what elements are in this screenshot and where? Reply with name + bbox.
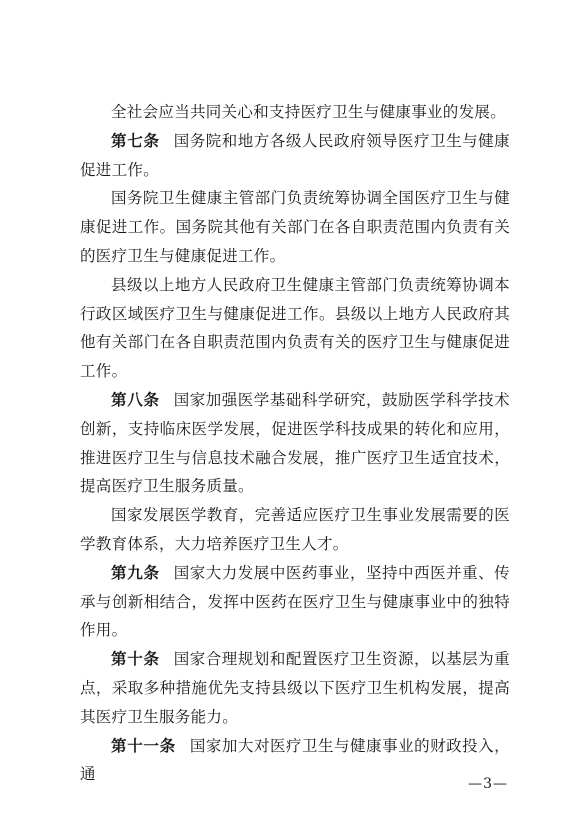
- paragraph-5: [80, 386, 510, 501]
- article-heading: 第十条: [111, 650, 160, 669]
- paragraph-8: [80, 645, 510, 731]
- paragraph-3: [80, 184, 510, 270]
- paragraph-6: [80, 501, 510, 559]
- paragraph-text: 国家加大对医疗卫生与健康事业的财政投入，通: [80, 736, 510, 784]
- paragraph-text: 国务院卫生健康主管部门负责统筹协调全国医疗卫生与健康促进工作。国务院其他有关部门在各自职责范围内负责有关的医疗卫生与健康促进工作。: [80, 189, 510, 265]
- article-heading: 第十一条: [111, 736, 176, 755]
- paragraph-1: [80, 98, 510, 127]
- paragraph-9: [80, 732, 510, 790]
- paragraph-text: 全社会应当共同关心和支持医疗卫生与健康事业的发展。: [111, 103, 507, 121]
- paragraph-7: [80, 559, 510, 645]
- paragraph-text: 国家合理规划和配置医疗卫生资源，以基层为重点，采取多种措施优先支持县级以下医疗卫生机构发展，提高其医疗卫生服务能力。: [80, 650, 510, 726]
- page-number: —3—: [468, 776, 508, 792]
- paragraph-text: 县级以上地方人民政府卫生健康主管部门负责统筹协调本行政区域医疗卫生与健康促进工作。县级以上地方人民政府其他有关部门在各自职责范围内负责有关的医疗卫生与健康促进工作。: [80, 275, 510, 381]
- paragraph-2: [80, 127, 510, 185]
- article-heading: 第七条: [111, 131, 160, 150]
- paragraph-text: 国家加强医学基础科学研究，鼓励医学科学技术创新，支持临床医学发展，促进医学科技成果的转化和应用，推进医疗卫生与信息技术融合发展，推广医疗卫生适宜技术，提高医疗卫生服务质量。: [80, 390, 510, 496]
- paragraph-text: 国务院和地方各级人民政府领导医疗卫生与健康促进工作。: [80, 131, 510, 179]
- paragraph-text: 国家大力发展中医药事业，坚持中西医并重、传承与创新相结合，发挥中医药在医疗卫生与健康事业中的独特作用。: [80, 563, 510, 640]
- article-heading: 第九条: [111, 563, 160, 582]
- document-body: [80, 98, 510, 789]
- article-heading: 第八条: [111, 390, 160, 409]
- paragraph-4: [80, 271, 510, 386]
- paragraph-text: 国家发展医学教育，完善适应医疗卫生事业发展需要的医学教育体系，大力培养医疗卫生人才。: [80, 506, 510, 553]
